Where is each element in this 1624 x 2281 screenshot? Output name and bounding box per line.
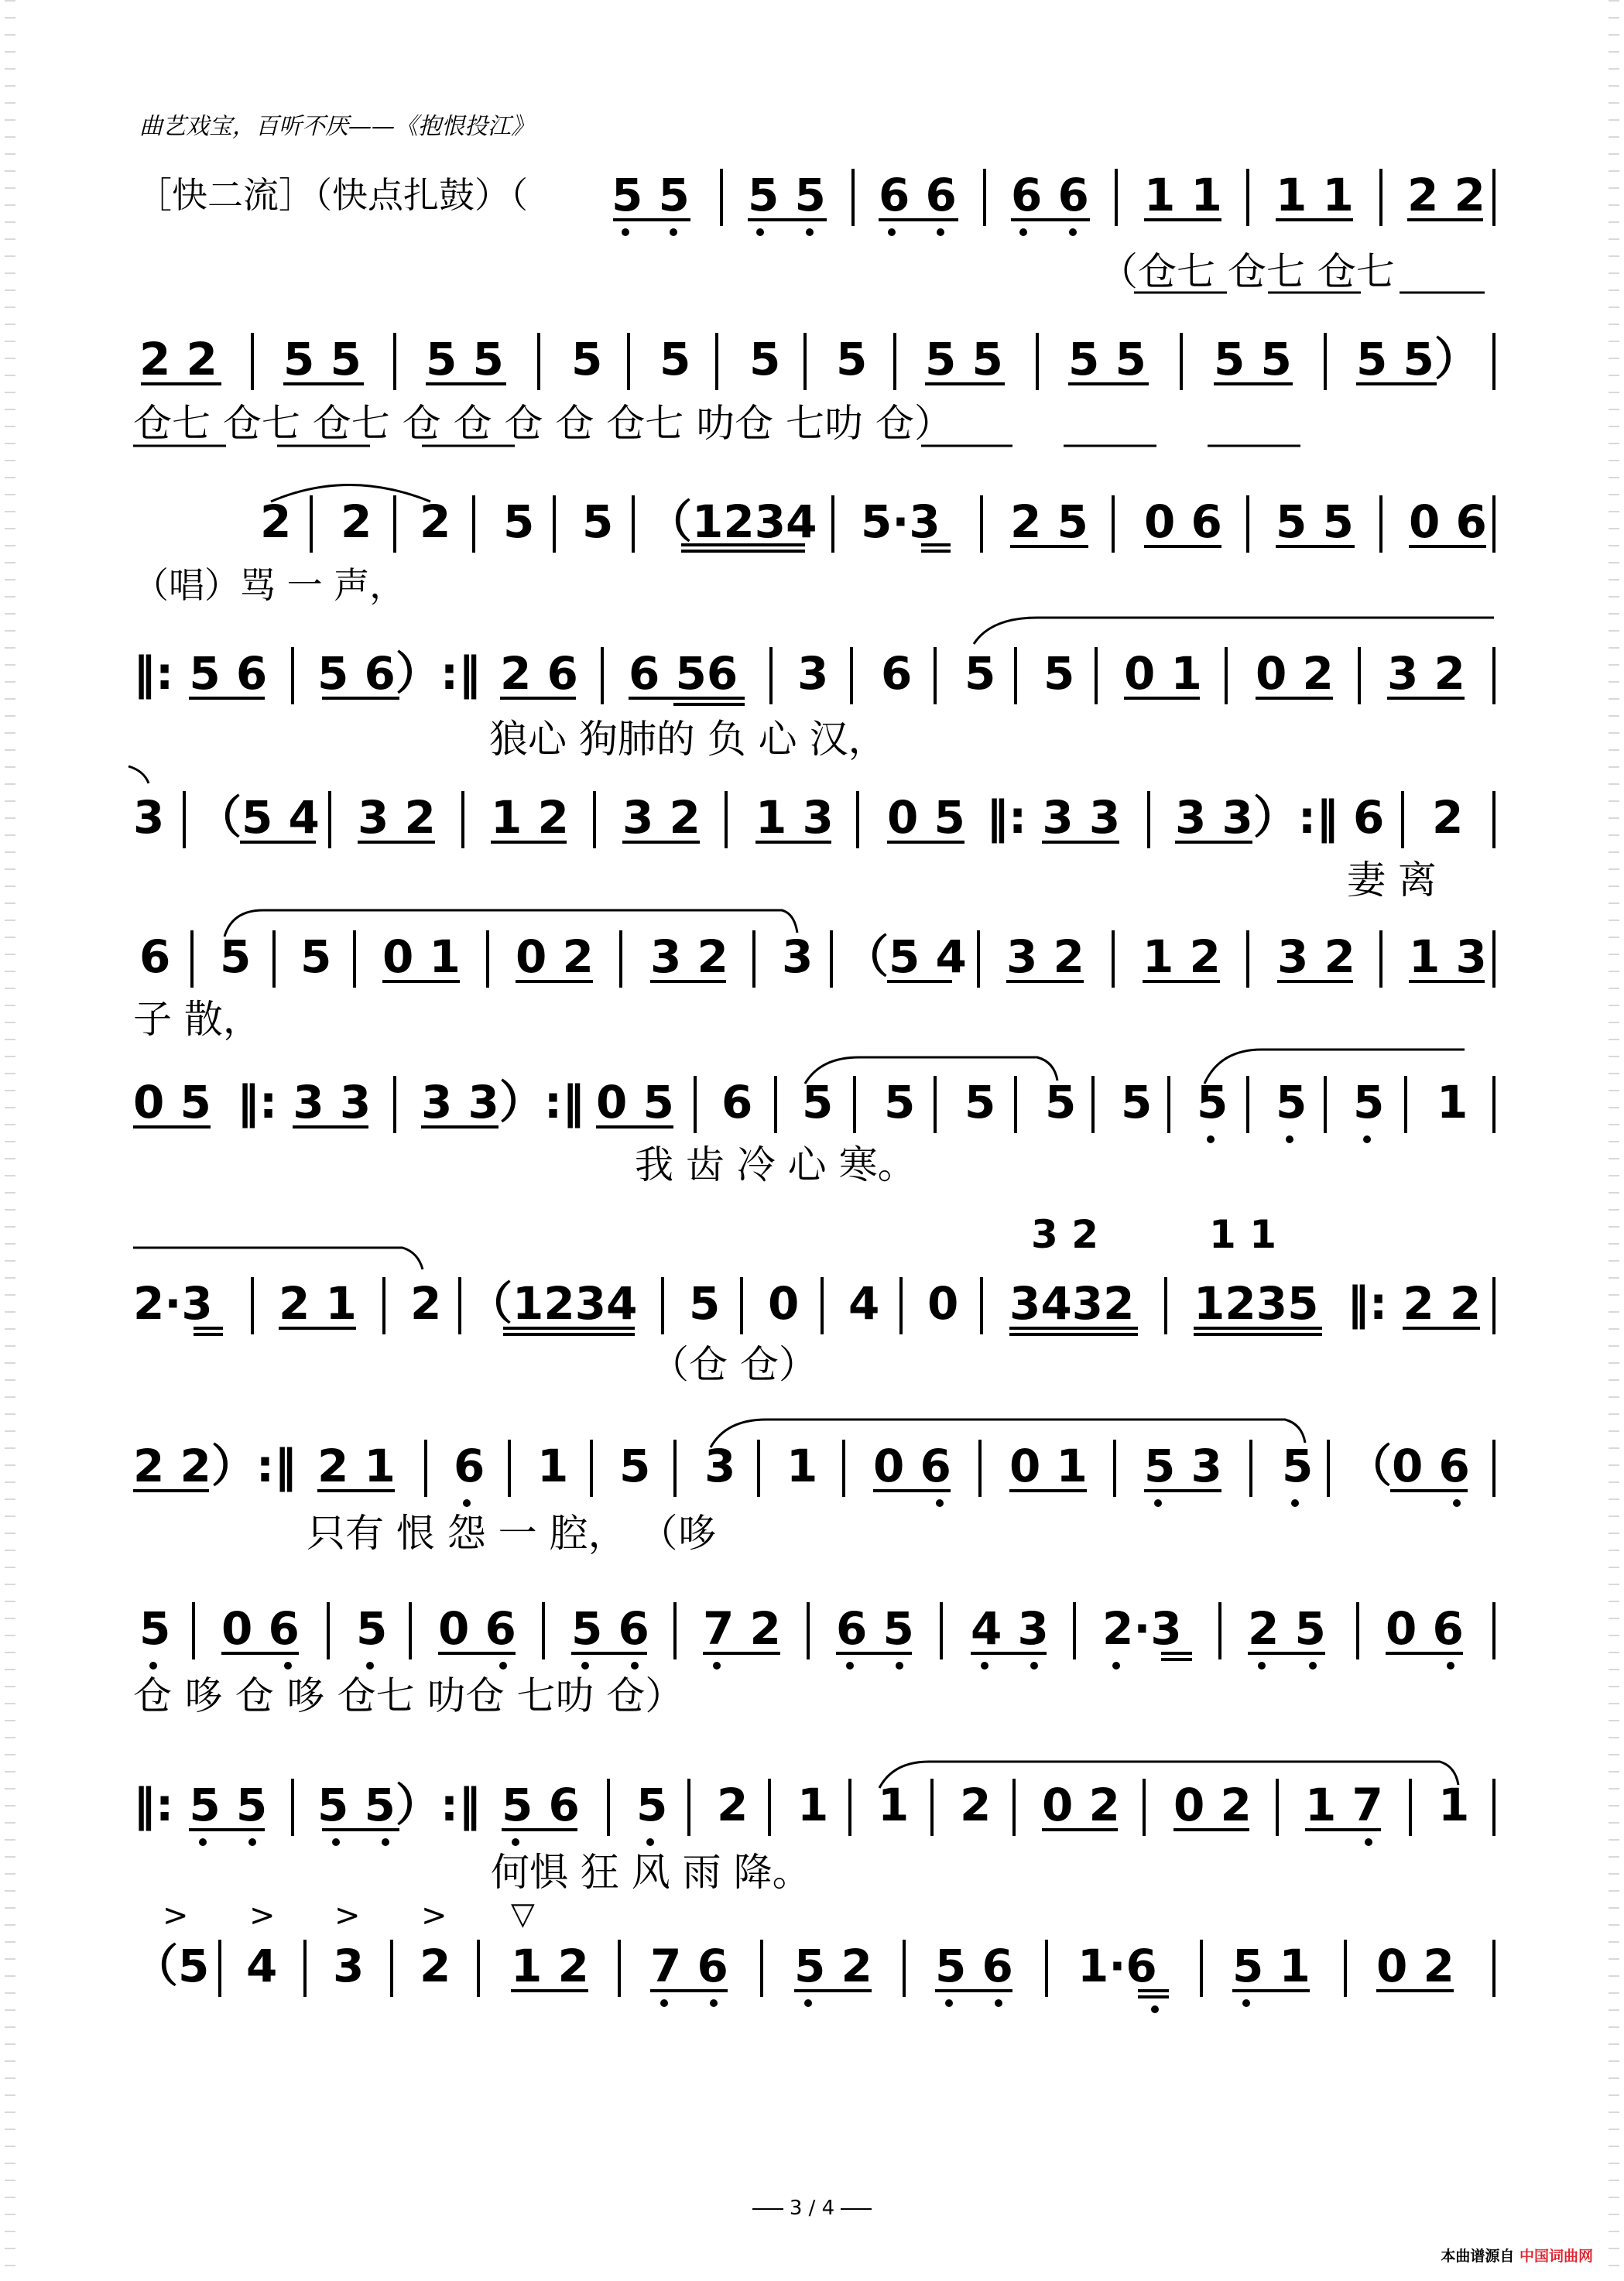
svg-text:5 6: 5 6 [935, 1940, 1013, 1992]
svg-text:5: 5 [884, 1076, 916, 1129]
svg-text:0 1: 0 1 [1124, 647, 1202, 700]
svg-text:‖: 3 3: ‖: 3 3 [237, 1076, 372, 1129]
svg-text:1: 1 [797, 1779, 829, 1831]
svg-text:6: 6 [454, 1440, 485, 1492]
svg-text:2: 2 [341, 495, 372, 548]
svg-text:5: 5 [1282, 1440, 1314, 1492]
svg-text:5: 5 [1353, 1076, 1385, 1129]
svg-text:3: 3 [333, 1940, 365, 1992]
svg-text:5: 5 [964, 1076, 996, 1129]
page-number: 3 / 4 [0, 2197, 1624, 2220]
svg-text:3: 3 [782, 930, 814, 983]
svg-text:7 6: 7 6 [650, 1940, 728, 1992]
svg-text:0 2: 0 2 [1256, 647, 1334, 700]
svg-text:2 5: 2 5 [1010, 495, 1088, 548]
svg-text:‖: 3 3: ‖: 3 3 [986, 791, 1121, 844]
svg-text:5: 5 [1197, 1076, 1228, 1129]
lyric-line: （唱）骂 一 声， [133, 564, 406, 606]
svg-text:6 6: 6 6 [879, 169, 957, 221]
svg-text:5 5: 5 5 [612, 169, 690, 221]
svg-text:5 2: 5 2 [794, 1940, 872, 1992]
svg-text:5 6: 5 6 [502, 1779, 580, 1831]
svg-text:5: 5 [836, 333, 868, 385]
svg-text:3: 3 [133, 791, 165, 844]
svg-text:5: 5 [139, 1602, 171, 1655]
svg-text:2 1: 2 1 [279, 1277, 357, 1330]
svg-text:0 1: 0 1 [1009, 1440, 1088, 1492]
svg-text:2: 2 [717, 1779, 749, 1831]
svg-text:2·3: 2·3 [133, 1277, 213, 1330]
svg-text:0 5: 0 5 [596, 1076, 674, 1129]
svg-text:3 2: 3 2 [622, 791, 701, 844]
svg-text:0 6: 0 6 [1144, 495, 1222, 548]
svg-text:5: 5 [1276, 1076, 1307, 1129]
svg-text:3 3）:‖: 3 3）:‖ [1175, 791, 1339, 844]
svg-text:2: 2 [420, 495, 451, 548]
svg-text:0 1: 0 1 [382, 930, 461, 983]
svg-text:4 3: 4 3 [971, 1602, 1049, 1655]
svg-text:5 6）:‖: 5 6）:‖ [317, 647, 481, 700]
svg-text:5 5）: 5 5） [1356, 333, 1479, 385]
svg-text:2 6: 2 6 [500, 647, 578, 700]
svg-text:2 5: 2 5 [1248, 1602, 1326, 1655]
svg-text:5: 5 [964, 647, 996, 700]
svg-text:0 6: 0 6 [873, 1440, 951, 1492]
svg-text:2 1: 2 1 [317, 1440, 396, 1492]
svg-text:6 6: 6 6 [1011, 169, 1089, 221]
svg-text:3 2: 3 2 [1387, 647, 1465, 700]
svg-text:3 3）:‖: 3 3）:‖ [421, 1076, 585, 1129]
svg-text:5 5: 5 5 [283, 333, 361, 385]
lyric-line: （仓七 仓七 仓七 [1099, 249, 1395, 294]
svg-text:0 5: 0 5 [133, 1076, 211, 1129]
svg-text:5: 5 [582, 495, 614, 548]
svg-text:6: 6 [721, 1076, 753, 1129]
svg-text:6 5: 6 5 [836, 1602, 914, 1655]
svg-text:‖: 5 5: ‖: 5 5 [133, 1779, 268, 1831]
system-6 [133, 910, 1494, 1042]
svg-text:3: 3 [704, 1440, 736, 1492]
lyric-line: 子 散， [133, 997, 262, 1042]
svg-text:5: 5 [689, 1277, 721, 1330]
svg-text:5: 5 [1045, 1076, 1077, 1129]
system-5 [128, 766, 1494, 902]
svg-text:1 2: 1 2 [511, 1940, 589, 1992]
svg-text:2 2）:‖: 2 2）:‖ [133, 1440, 297, 1492]
svg-text:1 3: 1 3 [755, 791, 834, 844]
lyric-line: 何惧 狂 风 雨 降。 [491, 1850, 811, 1895]
svg-text:0 2: 0 2 [516, 930, 594, 983]
svg-text:4: 4 [246, 1940, 278, 1992]
svg-text:3432: 3432 [1009, 1277, 1135, 1330]
svg-text:5: 5 [356, 1602, 388, 1655]
lyric-line: 我 齿 冷 心 寒。 [635, 1142, 916, 1187]
svg-text:（5 4: （5 4 [844, 930, 967, 983]
svg-text:5: 5 [220, 930, 252, 983]
svg-text:5 5: 5 5 [1276, 495, 1354, 548]
lyric-line: 仓七 仓七 仓七 仓 仓 仓 仓 仓七 叻仓 七叻 仓） [133, 401, 953, 446]
svg-text:0 2: 0 2 [1042, 1779, 1120, 1831]
svg-text:（0 6: （0 6 [1347, 1440, 1470, 1492]
svg-text:0 6: 0 6 [221, 1602, 300, 1655]
system-11 [133, 1762, 1494, 1895]
svg-text:2: 2 [260, 495, 292, 548]
svg-text:5: 5 [1043, 647, 1075, 700]
svg-text:5: 5 [660, 333, 691, 385]
accent-mark: > [249, 1898, 276, 1933]
system-1 [136, 169, 1494, 294]
system-9 [133, 1420, 1494, 1556]
svg-text:1: 1 [786, 1440, 818, 1492]
lyric-line: 只有 恨 怨 一 腔， （哆 [307, 1511, 717, 1556]
svg-text:5: 5 [571, 333, 603, 385]
svg-text:5 3: 5 3 [1144, 1440, 1222, 1492]
lyric-line: 妻 离 [1347, 858, 1437, 902]
svg-text:‖: 5 6: ‖: 5 6 [133, 647, 268, 700]
accent-mark: > [163, 1898, 189, 1933]
svg-text:3: 3 [797, 647, 829, 700]
accent-mark: > [421, 1898, 447, 1933]
system-10 [133, 1602, 1494, 1718]
svg-text:1 2: 1 2 [491, 791, 569, 844]
system-7 [133, 1050, 1494, 1187]
svg-text:1: 1 [537, 1440, 569, 1492]
system-2 [133, 333, 1494, 446]
svg-text:5 5）:‖: 5 5）:‖ [317, 1779, 481, 1831]
svg-text:（5: （5 [133, 1940, 210, 1992]
svg-text:2 2: 2 2 [1407, 169, 1485, 221]
svg-text:0 2: 0 2 [1173, 1779, 1252, 1831]
svg-text:5 5: 5 5 [426, 333, 504, 385]
svg-text:5 5: 5 5 [925, 333, 1003, 385]
svg-text:5 5: 5 5 [1214, 333, 1292, 385]
svg-text:0 6: 0 6 [1409, 495, 1487, 548]
svg-text:0 2: 0 2 [1376, 1940, 1454, 1992]
svg-text:2: 2 [960, 1779, 992, 1831]
annotation-above: 3 2 [1031, 1212, 1098, 1257]
svg-text:5: 5 [802, 1076, 834, 1129]
source-credit: 本曲谱源自 中国词曲网 [1441, 2248, 1593, 2265]
svg-text:0 6: 0 6 [438, 1602, 516, 1655]
lyric-line: 狼心 狗肺的 负 心 汉， [489, 717, 887, 762]
lyric-line: 仓 哆 仓 哆 仓七 叻仓 七叻 仓） [133, 1673, 684, 1718]
svg-text:0: 0 [768, 1277, 800, 1330]
svg-text:5: 5 [503, 495, 535, 548]
svg-text:1 3: 1 3 [1409, 930, 1487, 983]
svg-text:1 1: 1 1 [1276, 169, 1354, 221]
svg-text:3 2: 3 2 [650, 930, 728, 983]
svg-text:7 2: 7 2 [703, 1602, 781, 1655]
page-header: 曲艺戏宝，百听不厌——《抱恨投江》 [139, 113, 534, 140]
svg-text:5: 5 [749, 333, 781, 385]
svg-text:3 2: 3 2 [1277, 930, 1355, 983]
svg-text:5: 5 [619, 1440, 651, 1492]
svg-text:6: 6 [881, 647, 913, 700]
svg-text:5: 5 [636, 1779, 668, 1831]
tempo-marking: ［快二流］（快点扎鼓）（ [136, 174, 528, 216]
system-3 [133, 485, 1494, 607]
svg-text:1 1: 1 1 [1144, 169, 1222, 221]
svg-text:2: 2 [410, 1277, 442, 1330]
svg-text:5: 5 [300, 930, 332, 983]
annotation-above: 1 1 [1209, 1212, 1276, 1257]
svg-text:1: 1 [1438, 1779, 1470, 1831]
svg-text:3 2: 3 2 [358, 791, 436, 844]
system-8 [133, 1212, 1494, 1387]
svg-text:1·6: 1·6 [1078, 1940, 1157, 1992]
svg-text:0 6: 0 6 [1386, 1602, 1464, 1655]
svg-text:6: 6 [139, 930, 171, 983]
svg-text:1: 1 [1437, 1076, 1468, 1129]
accent-mark: > [334, 1898, 361, 1933]
svg-text:6 56: 6 56 [629, 647, 738, 700]
svg-text:（1234: （1234 [468, 1277, 638, 1330]
svg-text:‖: 2 2: ‖: 2 2 [1347, 1277, 1482, 1330]
svg-text:5·3: 5·3 [861, 495, 940, 548]
svg-text:0: 0 [927, 1277, 959, 1330]
svg-text:5 5: 5 5 [748, 169, 826, 221]
svg-text:2·3: 2·3 [1102, 1602, 1182, 1655]
svg-text:（5 4: （5 4 [197, 791, 320, 844]
system-4 [133, 618, 1494, 762]
svg-text:1: 1 [878, 1779, 910, 1831]
svg-text:5 5: 5 5 [1068, 333, 1146, 385]
svg-text:1 2: 1 2 [1143, 930, 1221, 983]
svg-text:1 7: 1 7 [1305, 1779, 1383, 1831]
svg-text:2: 2 [1432, 791, 1464, 844]
svg-text:5: 5 [1121, 1076, 1153, 1129]
svg-text:1235: 1235 [1194, 1277, 1319, 1330]
svg-text:0 5: 0 5 [887, 791, 965, 844]
svg-text:5 6: 5 6 [571, 1602, 649, 1655]
svg-text:4: 4 [848, 1277, 880, 1330]
svg-text:5 1: 5 1 [1232, 1940, 1311, 1992]
system-12 [133, 1896, 1494, 2013]
svg-text:（1234: （1234 [647, 495, 817, 548]
svg-text:2: 2 [420, 1940, 451, 1992]
svg-text:6: 6 [1353, 791, 1385, 844]
accent-mark: ▽ [511, 1896, 535, 1932]
svg-text:3 2: 3 2 [1006, 930, 1084, 983]
svg-text:2 2: 2 2 [139, 333, 218, 385]
lyric-line: （仓 仓） [650, 1342, 817, 1387]
